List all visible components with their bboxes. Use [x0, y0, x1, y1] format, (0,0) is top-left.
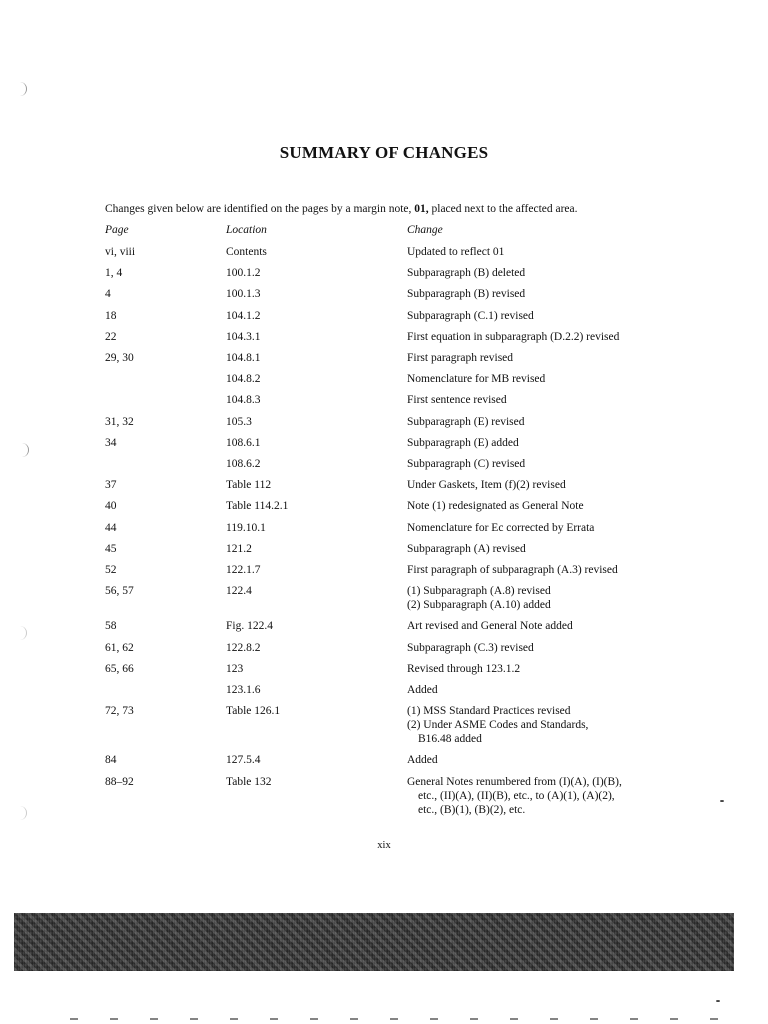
scan-mark: [16, 806, 27, 820]
row-location: Table 126.1: [226, 705, 281, 718]
row-page: 58: [105, 620, 117, 633]
row-page: 84: [105, 754, 117, 767]
row-change: [407, 457, 525, 471]
row-change-line: Nomenclature for Ec corrected by Errata: [407, 521, 595, 534]
row-change-line: Added: [407, 684, 438, 696]
row-change-line: General Notes renumbered from (I)(A), (I)(B),: [407, 775, 622, 788]
scan-speck: [716, 1000, 720, 1002]
row-page: 1, 4: [105, 267, 123, 280]
column-header-location: Location: [226, 224, 267, 236]
column-header-page: Page: [105, 224, 129, 236]
row-page: 29, 30: [105, 352, 134, 364]
row-page: 44: [105, 521, 117, 534]
row-change-line: Subparagraph (E) revised: [407, 415, 525, 428]
row-page: 65, 66: [105, 662, 134, 675]
row-change-line: B16.48 added: [418, 733, 482, 746]
row-location: Table 132: [226, 775, 272, 788]
row-change-line: Note (1) redesignated as General Note: [407, 500, 584, 513]
row-location: 108.6.2: [226, 458, 261, 470]
row-change-line: First paragraph revised: [407, 352, 514, 364]
scan-mark: [16, 82, 27, 96]
row-location: 122.4: [226, 585, 252, 598]
row-change: [407, 775, 622, 817]
row-page: 37: [105, 479, 117, 492]
row-location: 104.8.1: [226, 352, 261, 364]
row-change-line: First sentence revised: [407, 394, 507, 407]
row-change: [407, 584, 551, 612]
row-location: Fig. 122.4: [226, 620, 273, 633]
row-change: [407, 753, 438, 767]
page-number: xix: [377, 840, 391, 851]
row-change-line: (2) Subparagraph (A.10) added: [407, 599, 551, 612]
row-page: 4: [105, 288, 111, 301]
row-page: vi, viii: [105, 246, 136, 258]
row-change-line: (1) Subparagraph (A.8) revised: [407, 585, 551, 598]
row-change: [407, 499, 584, 513]
row-change-line: First equation in subparagraph (D.2.2) revised: [407, 330, 620, 343]
row-change: [407, 521, 594, 535]
row-change: [407, 393, 507, 407]
page-title: SUMMARY OF CHANGES: [279, 143, 489, 162]
row-page: 22: [105, 330, 117, 343]
row-location: 104.1.2: [226, 309, 261, 322]
row-change: [407, 266, 525, 280]
row-location: 127.5.4: [226, 754, 261, 767]
row-change-line: Subparagraph (A) revised: [407, 542, 526, 555]
row-change: [407, 287, 525, 301]
row-location: Table 112: [226, 479, 272, 492]
row-location: 108.6.1: [226, 436, 261, 449]
intro-text: Changes given below are identified on the pages by a margin note,: [105, 203, 415, 215]
row-change: [407, 309, 534, 323]
row-change-line: Subparagraph (B) revised: [407, 288, 526, 301]
row-change-line: Subparagraph (C.3) revised: [407, 641, 534, 654]
row-change: [407, 330, 619, 344]
row-location: 100.1.3: [226, 288, 261, 301]
row-page: 52: [105, 564, 117, 576]
row-location: 105.3: [226, 415, 252, 428]
column-header-change: Change: [407, 224, 443, 236]
row-change: [407, 542, 526, 556]
row-page: 18: [105, 309, 117, 322]
row-change: [407, 662, 520, 676]
row-change-line: Subparagraph (C.1) revised: [407, 309, 534, 322]
scan-noise-band: [14, 913, 734, 971]
row-change-line: etc., (II)(A), (II)(B), etc., to (A)(1), (A)(2),: [418, 789, 615, 802]
row-change: [407, 415, 525, 429]
row-change-line: Subparagraph (C) revised: [407, 458, 526, 470]
row-change-line: Art revised and General Note added: [407, 620, 573, 633]
row-page: 31, 32: [105, 415, 134, 428]
row-change: [407, 372, 545, 386]
row-change: [407, 351, 513, 365]
scan-bottom-marks: [70, 1018, 730, 1020]
row-page: 72, 73: [105, 705, 134, 718]
row-location: 104.8.2: [226, 373, 261, 386]
row-location: 122.8.2: [226, 641, 261, 654]
row-change: [407, 436, 519, 450]
row-change: [407, 704, 588, 746]
intro-paragraph: [105, 203, 665, 215]
row-location: 104.3.1: [226, 330, 261, 343]
row-change-line: Revised through 123.1.2: [407, 662, 521, 675]
row-page: 34: [105, 436, 117, 449]
row-change: [407, 683, 438, 697]
row-change: [407, 619, 573, 633]
row-location: 119.10.1: [226, 521, 266, 534]
row-location: Table 114.2.1: [226, 500, 289, 513]
row-change: [407, 641, 534, 655]
row-page: 56, 57: [105, 585, 134, 598]
row-change-line: etc., (B)(1), (B)(2), etc.: [418, 803, 526, 816]
row-change-line: (2) Under ASME Codes and Standards,: [407, 719, 589, 732]
row-location: 100.1.2: [226, 267, 261, 280]
row-change: [407, 245, 504, 259]
row-page: 40: [105, 500, 117, 513]
row-location: 123.1.6: [226, 684, 261, 696]
row-change-line: Added: [407, 754, 438, 767]
row-location: 123: [226, 662, 244, 675]
intro-text-end: placed next to the affected area.: [428, 203, 578, 215]
row-change-line: (1) MSS Standard Practices revised: [407, 705, 571, 718]
row-change-line: Under Gaskets, Item (f)(2) revised: [407, 479, 566, 492]
row-page: 88–92: [105, 775, 134, 788]
row-change-line: First paragraph of subparagraph (A.3) revised: [407, 564, 618, 576]
row-change-line: Subparagraph (E) added: [407, 436, 519, 449]
row-location: 121.2: [226, 542, 252, 555]
row-page: 61, 62: [105, 641, 134, 654]
row-location: 104.8.3: [226, 394, 261, 407]
row-location: Contents: [226, 246, 267, 258]
scan-speck: [720, 800, 724, 802]
row-change-line: Updated to reflect 01: [407, 246, 505, 258]
scan-mark: [16, 626, 27, 640]
row-page: 45: [105, 542, 117, 555]
row-location: 122.1.7: [226, 564, 261, 576]
row-change-line: Nomenclature for MB revised: [407, 373, 546, 386]
row-change: [407, 478, 566, 492]
scan-mark: [18, 443, 29, 457]
margin-note-label: 01,: [414, 203, 429, 215]
row-change-line: Subparagraph (B) deleted: [407, 267, 526, 280]
row-change: [407, 563, 618, 577]
